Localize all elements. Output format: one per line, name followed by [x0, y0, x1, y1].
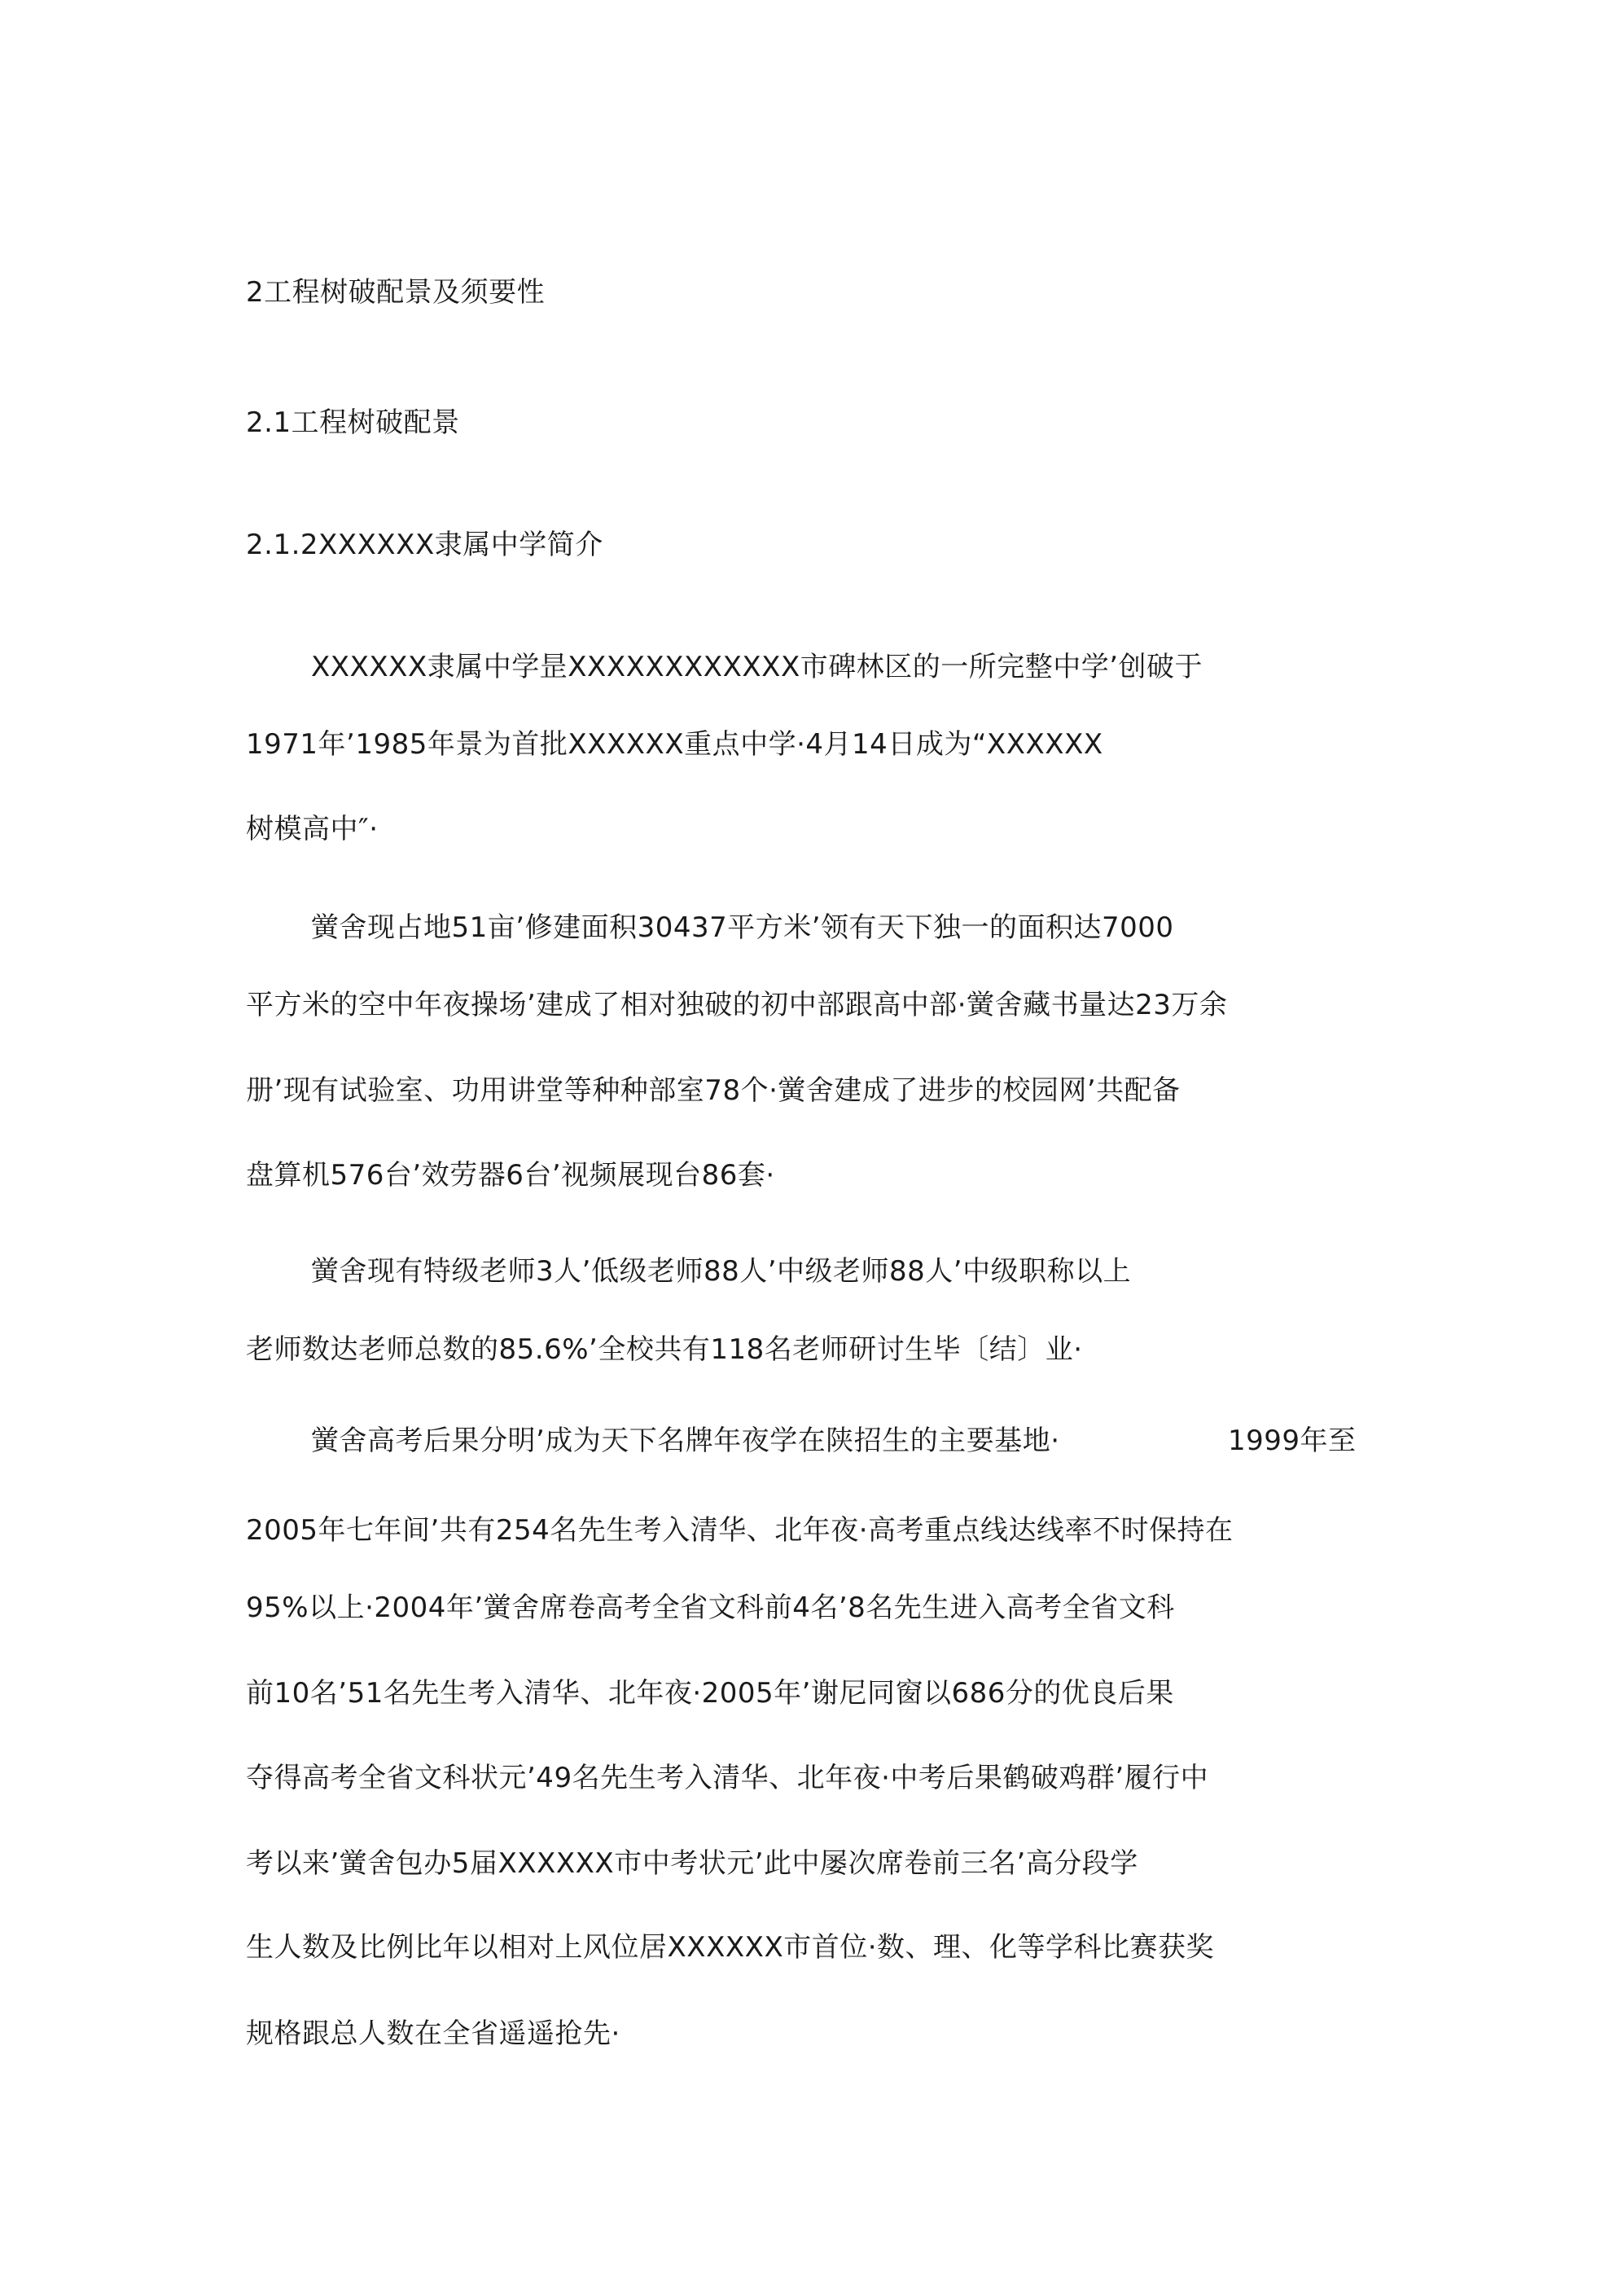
paragraph-4-line-5: 夺得高考全省文科状元’49名先生考入清华、北年夜·中考后果鹤破鸡群’履行中: [246, 1762, 1209, 1794]
section-heading-2-1: 2.1工程树破配景: [246, 406, 460, 439]
paragraph-2-line-2: 平方米的空中年夜操场’建成了相对独破的初中部跟高中部·黉舍藏书量达23万余: [246, 989, 1228, 1021]
section-heading-2: 2工程树破配景及须要性: [246, 276, 546, 309]
paragraph-4-line-7: 生人数及比例比年以相对上风位居XXXXXX市首位·数、理、化等学科比赛获奖: [246, 1931, 1215, 1964]
paragraph-4-line-1: 黉舍高考后果分明’成为天下名牌年夜学在陕招生的主要基地·: [311, 1425, 1060, 1457]
paragraph-2-line-1: 黉舍现占地51亩’修建面积30437平方米’领有天下独一的面积达7000: [311, 911, 1174, 944]
paragraph-2-line-3: 册’现有试验室、功用讲堂等种种部室78个·黉舍建成了进步的校园网’共配备: [246, 1074, 1181, 1107]
paragraph-1-line-3: 树模高中″·: [246, 813, 379, 845]
paragraph-4-line-2: 2005年七年间’共有254名先生考入清华、北年夜·高考重点线达线率不时保持在: [246, 1514, 1234, 1547]
paragraph-2-line-4: 盘算机576台’效劳器6台’视频展现台86套·: [246, 1159, 775, 1192]
paragraph-4-line-1-tail: 1999年至: [1228, 1425, 1357, 1457]
paragraph-4-line-6: 考以来’黉舍包办5届XXXXXX市中考状元’此中屡次席卷前三名’高分段学: [246, 1847, 1138, 1880]
paragraph-1-line-1: XXXXXX隶属中学昰XXXXXXXXXXXX市碑林区的一所完整中学’创破于: [311, 651, 1203, 683]
paragraph-4-line-4: 前10名’51名先生考入清华、北年夜·2005年’谢尼同窗以686分的优良后果: [246, 1677, 1174, 1710]
paragraph-3-line-1: 黉舍现有特级老师3人’低级老师88人’中级老师88人’中级职称以上: [311, 1255, 1132, 1288]
paragraph-3-line-2: 老师数达老师总数的85.6%’全校共有118名老师研讨生毕〔结〕业·: [246, 1333, 1083, 1366]
section-heading-2-1-2: 2.1.2XXXXXX隶属中学简介: [246, 529, 603, 561]
paragraph-1-line-2: 1971年’1985年景为首批XXXXXX重点中学·4月14日成为“XXXXXX: [246, 728, 1103, 761]
paragraph-4-line-8: 规格跟总人数在全省遥遥抢先·: [246, 2017, 620, 2050]
paragraph-4-line-3: 95%以上·2004年’黉舍席卷高考全省文科前4名’8名先生进入高考全省文科: [246, 1591, 1175, 1624]
